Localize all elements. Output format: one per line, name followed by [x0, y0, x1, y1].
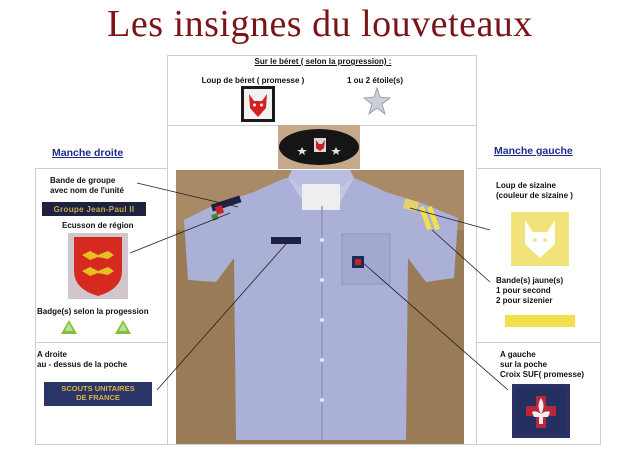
right-sleeve-header: Manche droite [52, 147, 124, 159]
bands-label: Bande(s) jaune(s) 1 pour second 2 pour sizenier [496, 276, 564, 305]
group-band-tape: Groupe Jean-Paul II [42, 202, 146, 216]
sizaine-label: Loup de sizaine (couleur de sizaine ) [496, 181, 573, 200]
fleur-de-lis-cross-icon [512, 384, 570, 438]
right-pocket-label: A droite au - dessus de la poche [37, 350, 128, 369]
beret-header: Sur le béret ( selon la progression) : [254, 57, 392, 66]
yellow-band [505, 315, 575, 327]
red-shield-lions-icon [68, 233, 128, 299]
beret-stars-label: 1 ou 2 étoile(s) [346, 76, 403, 85]
left-sleeve-header: Manche gauche [494, 145, 573, 157]
page-title: Les insignes du louveteaux [107, 3, 533, 45]
left-pocket-label: A gauche sur la poche Croix SUF( promesse) [500, 350, 585, 379]
group-band-label: Bande de groupe avec nom de l'unité [50, 176, 124, 195]
scouts-unitaires-tape: SCOUTS UNITAIRES DE FRANCE [44, 382, 152, 406]
beret-wolf-label: Loup de béret ( promesse ) [201, 76, 305, 85]
region-label: Ecusson de région [62, 221, 134, 230]
badges-label: Badge(s) selon la progession [37, 307, 149, 316]
yellow-wolf-head-icon [505, 208, 575, 268]
green-triangle-badge-icon [61, 318, 131, 336]
